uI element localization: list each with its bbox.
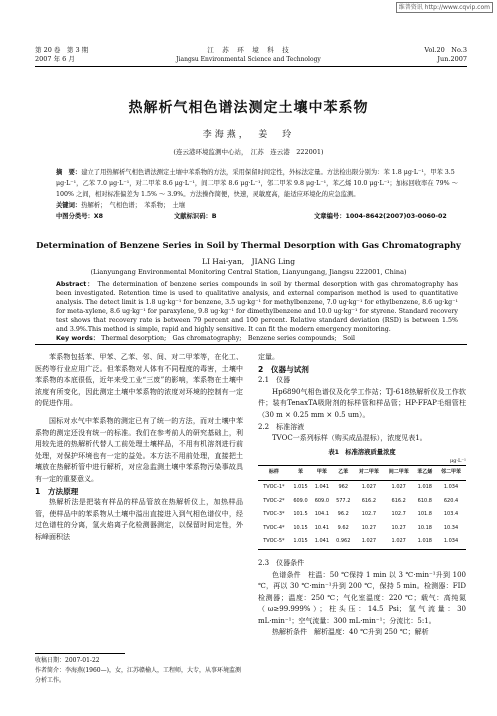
table-row xyxy=(258,535,466,549)
affiliation-cn: (连云港环境监测中心站， 江苏 连云港 222001) xyxy=(173,148,324,156)
subsection-conditions: 2.3 仪器条件 xyxy=(258,558,305,567)
standard-concentration-table xyxy=(258,465,466,550)
table-header-cell: 苯 xyxy=(297,469,303,476)
footnote-received: 收稿日期：2007-01-22 xyxy=(35,657,100,664)
section-heading-principle: 1 方法原理 xyxy=(35,486,79,496)
table-cell: 962 xyxy=(338,483,348,490)
table-cell: TVOC-4* xyxy=(263,524,285,531)
footnote-rule xyxy=(35,653,125,654)
standard-solution-paragraph: TVOC一系列标样（购买成品混标），浓度见表1。 xyxy=(272,434,427,443)
table-header-cell: 邻二甲苯 xyxy=(441,469,462,476)
header-journal-cn: 江 苏 环 境 科 技 xyxy=(207,46,290,54)
table-cell: 0.962 xyxy=(336,538,351,545)
table-cell: TVOC-5* xyxy=(263,538,285,545)
document-code: 文献标识码：B xyxy=(174,213,217,220)
table-cell: 9.62 xyxy=(337,524,349,531)
classification-line xyxy=(56,211,458,222)
table-row xyxy=(258,508,466,522)
table-cell: 1.041 xyxy=(314,483,330,490)
header-journal-en: Jiangsu Environmental Science and Technology xyxy=(176,56,321,63)
table-cell: 1.015 xyxy=(293,538,308,545)
table-header-cell: 间二甲苯 xyxy=(388,469,409,476)
table-cell: 1.018 xyxy=(417,538,432,545)
abstract-rule xyxy=(35,344,467,345)
table-caption-text: 表1 标准溶液质量浓度 xyxy=(328,448,396,456)
table-cell: 102.7 xyxy=(361,511,377,518)
table-cell: 103.4 xyxy=(443,511,459,518)
subsection-instruments: 2.1 仪器 xyxy=(258,376,291,385)
article-title-en: Determination of Benzene Series in Soil by Thermal Desorption with Gas Chromatography xyxy=(36,240,461,250)
keywords-en xyxy=(56,334,458,343)
table-cell: 10.27 xyxy=(391,524,406,531)
principle-paragraph: 热解析法是把装有样品的样品管放在热解析仪上，加热样品管，使样品中的苯系物从土壤中溢出直接进入到气相色谱仪中，经过色谱柱的分离，氢火焰离子化检测器测定，以保留时间定性，外标峰面积法 xyxy=(35,498,243,541)
table-cell: 10.15 xyxy=(293,524,308,531)
abstract-cn-text: 建立了用热解析气相色谱法测定土壤中苯系物的方法，采用保留时间定性，外标法定量。方法检出限分别为：苯 1.8 μg·L⁻¹，甲苯 3.5 μg·L⁻¹，乙苯 7.0 μg·L⁻¹，对二甲苯 8.6 μg·L⁻¹，间二甲苯 8.6 μg·L⁻¹，邻二甲苯 9.8 μg·L⁻¹，苯乙烯 10.0 μg·L⁻¹；加标回收率在 79% ～ 100% 之间，相对标准偏差为 1.5% ～ 3.9%。方法操作简便，快速，灵敏度高，能适应环境化的应急监测。 xyxy=(56,169,458,198)
table-cell: 1.034 xyxy=(443,483,459,490)
table-header-row xyxy=(258,466,466,481)
subsection-standard-solution: 2.2 标准溶液 xyxy=(258,422,305,431)
table-unit: μg·L⁻¹ xyxy=(449,458,466,465)
table-cell: 1.034 xyxy=(443,538,459,545)
table-cell: TVOC-3* xyxy=(263,511,285,518)
intro-paragraph-2: 国标对水气中苯系物的测定已有了统一的方法，而对土壤中苯系物的测定还没有统一的标准。我们在参考前人的研究基础上，利用较先进的热解析代替人工前处理土壤样品，不用有机溶剂进行前处理，对保护环境也有一定的益处。本方法不用前处理，直接把土壤放在热解析管中进行解析，对应急监测土壤中苯系物污染事故具有一定的重要意义。 xyxy=(35,416,243,483)
table-row xyxy=(258,495,466,509)
authors-cn: 李海燕， 姜 玲 xyxy=(202,130,295,140)
keywords-cn xyxy=(56,200,458,211)
table-cell: 610.8 xyxy=(417,497,432,504)
table-cell: 577.2 xyxy=(336,497,351,504)
body-right-column xyxy=(258,352,466,639)
table-cell: 102.7 xyxy=(391,511,406,518)
table-cell: 1.027 xyxy=(361,483,377,490)
header-volume-en: Vol.20 No.3 xyxy=(424,46,467,54)
table-header-cell: 乙苯 xyxy=(338,469,349,476)
abstract-en xyxy=(56,280,458,343)
header-date-cn: 2007 年 6 月 xyxy=(35,55,75,63)
clc-number: 中图分类号：X8 xyxy=(56,213,104,220)
authors-en: LI Hai-yan, JIANG Ling xyxy=(201,257,296,266)
table-cell: 1.027 xyxy=(361,538,377,545)
quantification-tail: 定量。 xyxy=(258,353,279,361)
table-cell: 10.27 xyxy=(361,524,377,531)
body-left-column xyxy=(35,352,243,544)
abstract-en-label: Abstract： xyxy=(56,281,95,288)
table-header-cell: 苯乙烯 xyxy=(417,469,433,476)
table-cell: 1.018 xyxy=(417,483,432,490)
section-heading-instruments: 2 仪器与试剂 xyxy=(258,364,309,374)
table-cell: 609.0 xyxy=(314,497,330,504)
table-row xyxy=(258,522,466,536)
table-cell: 1.027 xyxy=(391,538,406,545)
affiliation-en: (Lianyungang Environmental Monitoring Central Station, Lianyungang, Jiangsu 222001, China) xyxy=(90,268,407,276)
article-number: 文章编号：1004-8642(2007)03-0060-02 xyxy=(314,213,447,220)
intro-paragraph-1: 苯系物包括苯、甲苯、乙苯、邻、间、对二甲苯等，在化工、医药等行业应用广泛。但苯系物对人体有不同程度的毒害，土壤中苯系物的本底很低，近年来受工业“三废”的影响，苯系物在土壤中浓度有所变化，因此测定土壤中苯系物的浓度对环境的控制有一定的促进作用。 xyxy=(35,353,243,408)
header-volume-cn: 第 20 卷 第 3 期 xyxy=(35,46,89,54)
keywords-cn-label: 关键词： xyxy=(56,202,82,209)
table-caption xyxy=(258,447,466,459)
table-cell: 609.0 xyxy=(293,497,308,504)
table-cell: 10.18 xyxy=(417,524,432,531)
abstract-en-text: The determination of benzene series compounds in soil by thermal desorption with gas chromatography has been investigated. Retention time is used to qualitative analysis, and external comparison method is used to quantitative analysis. The detect limit is 1.8 ug·kg⁻¹ for benzene, 3.5 ug·kg⁻¹ for methylbenzene, 7.0 ug·kg⁻¹ for ethylbenzene, 8.6 ug·kg⁻¹ for meta-xylene, 8.6 ug·kg⁻¹ for paraxylene, 9.8 ug·kg⁻¹ for dimethylbenzene and 10.0 ug·kg⁻¹ for styrene. Standard recovery test shows that recovery rate is between 79 percent and 100 percent. Relative standard deviation (RSD) is between 1.5% and 3.9%.This method is simple, rapid and highly sensitive. It can fit the modern emergency monitoring. xyxy=(56,281,458,333)
table-cell: 101.5 xyxy=(293,511,308,518)
footnote xyxy=(35,656,243,686)
table-cell: 10.34 xyxy=(443,524,459,531)
table-cell: 1.027 xyxy=(391,483,406,490)
table-cell: 96.2 xyxy=(337,511,349,518)
table-cell: 1.015 xyxy=(293,483,308,490)
footnote-author-info: 作者简介：李海燕(1960—)，女，江苏赣榆人，工程师，大专，从事环境监测分析工作。 xyxy=(35,667,241,684)
keywords-cn-text: 热解析； 气相色谱； 苯系物； 土壤 xyxy=(81,202,186,209)
header-date-en: Jun.2007 xyxy=(437,55,467,63)
article-title: 热解析气相色谱法测定土壤中苯系物 xyxy=(128,100,369,116)
table-cell: 1.041 xyxy=(314,538,330,545)
table-cell: 10.41 xyxy=(314,524,330,531)
source-watermark: 维普资讯 http://www.cqvip.com xyxy=(396,2,493,13)
table-cell: TVOC-2* xyxy=(263,497,285,504)
table-cell: 620.4 xyxy=(443,497,459,504)
keywords-en-text: Thermal desorption; Gas chromatography; Benzene series compounds; Soil xyxy=(101,335,356,342)
abstract-cn xyxy=(56,167,458,200)
table-row xyxy=(258,480,466,494)
header-rule xyxy=(35,66,467,67)
desorption-conditions-paragraph: 热解析条件 解析温度：40 ℃升到 250 ℃；解析 xyxy=(272,628,429,637)
table-cell: 101.8 xyxy=(417,511,432,518)
table-header-cell: 标样 xyxy=(268,469,279,476)
abstract-cn-label: 摘 要： xyxy=(56,169,82,176)
table-cell: 104.1 xyxy=(314,511,330,518)
table-cell: TVOC-1* xyxy=(263,483,285,490)
instruments-paragraph: Hp6890气相色谱仪及化学工作站；TJ-618热解析仪及工作软件；装有TenaxTA吸附剂的标样管和样品管；HP-FFAP毛细管柱（30 m × 0.25 mm × 0.5 um）。 xyxy=(258,387,466,419)
chromatography-conditions-paragraph: 色谱条件 柱温：50 ℃保持 1 min 以 3 ℃·min⁻¹升到 100 ℃，再以 30 ℃·min⁻¹升到 200 ℃，保持 5 min。检测器：FID 检测器；温度：250 ℃；气化室温度：220 ℃；载气：高纯氮（ω≥99.999%）；柱头压：14.5 Psi；氢气流量：30 mL·min⁻¹；空气流量：300 mL·min⁻¹；分流比：5:1。 xyxy=(258,570,466,625)
table-header-cell: 甲苯 xyxy=(316,469,327,476)
table-cell: 616.2 xyxy=(361,497,377,504)
table-cell: 616.2 xyxy=(391,497,406,504)
table-header-cell: 对二甲苯 xyxy=(358,469,379,476)
keywords-en-label: Key words： xyxy=(56,335,100,342)
